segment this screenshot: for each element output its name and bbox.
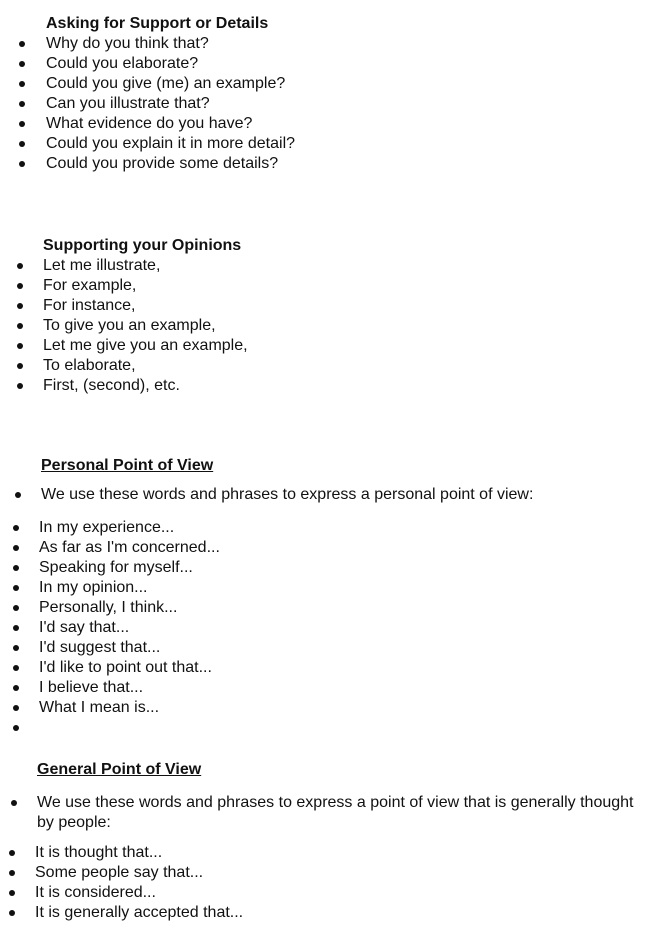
bullet-icon [9,870,15,876]
bullet-icon [19,121,25,127]
bullet-icon [11,800,17,806]
bullet-icon [17,323,23,329]
bullet-icon [9,890,15,896]
bullet-icon [13,525,19,531]
bullet-icon [13,585,19,591]
bullet-icon [13,545,19,551]
bullet-icon [13,565,19,571]
personal-heading: Personal Point of View [41,457,214,474]
bullet-icon [17,383,23,389]
bullet-icon [19,101,25,107]
bullet-icon [13,645,19,651]
bullet-icon [17,303,23,309]
bullet-icon [15,492,21,498]
bullet-icon [13,685,19,691]
bullet-icon [13,705,19,711]
bullet-icon [13,665,19,671]
bullet-icon [13,725,19,731]
support-heading: Asking for Support or Details [46,15,269,32]
bullet-icon [19,141,25,147]
bullet-icon [19,161,25,167]
bullet-icon [17,283,23,289]
personal-intro: We use these words and phrases to express a personal point of view: [41,485,641,505]
bullet-icon [9,910,15,916]
bullet-icon [13,605,19,611]
bullet-icon [19,61,25,67]
bullet-icon [17,343,23,349]
opinions-heading: Supporting your Opinions [43,237,242,254]
bullet-icon [17,363,23,369]
bullet-icon [19,81,25,87]
bullet-icon [9,850,15,856]
general-intro: We use these words and phrases to express a point of view that is generally thought by people: [37,793,649,833]
general-heading: General Point of View [37,761,202,778]
bullet-icon [19,41,25,47]
bullet-icon [13,625,19,631]
bullet-icon [17,263,23,269]
